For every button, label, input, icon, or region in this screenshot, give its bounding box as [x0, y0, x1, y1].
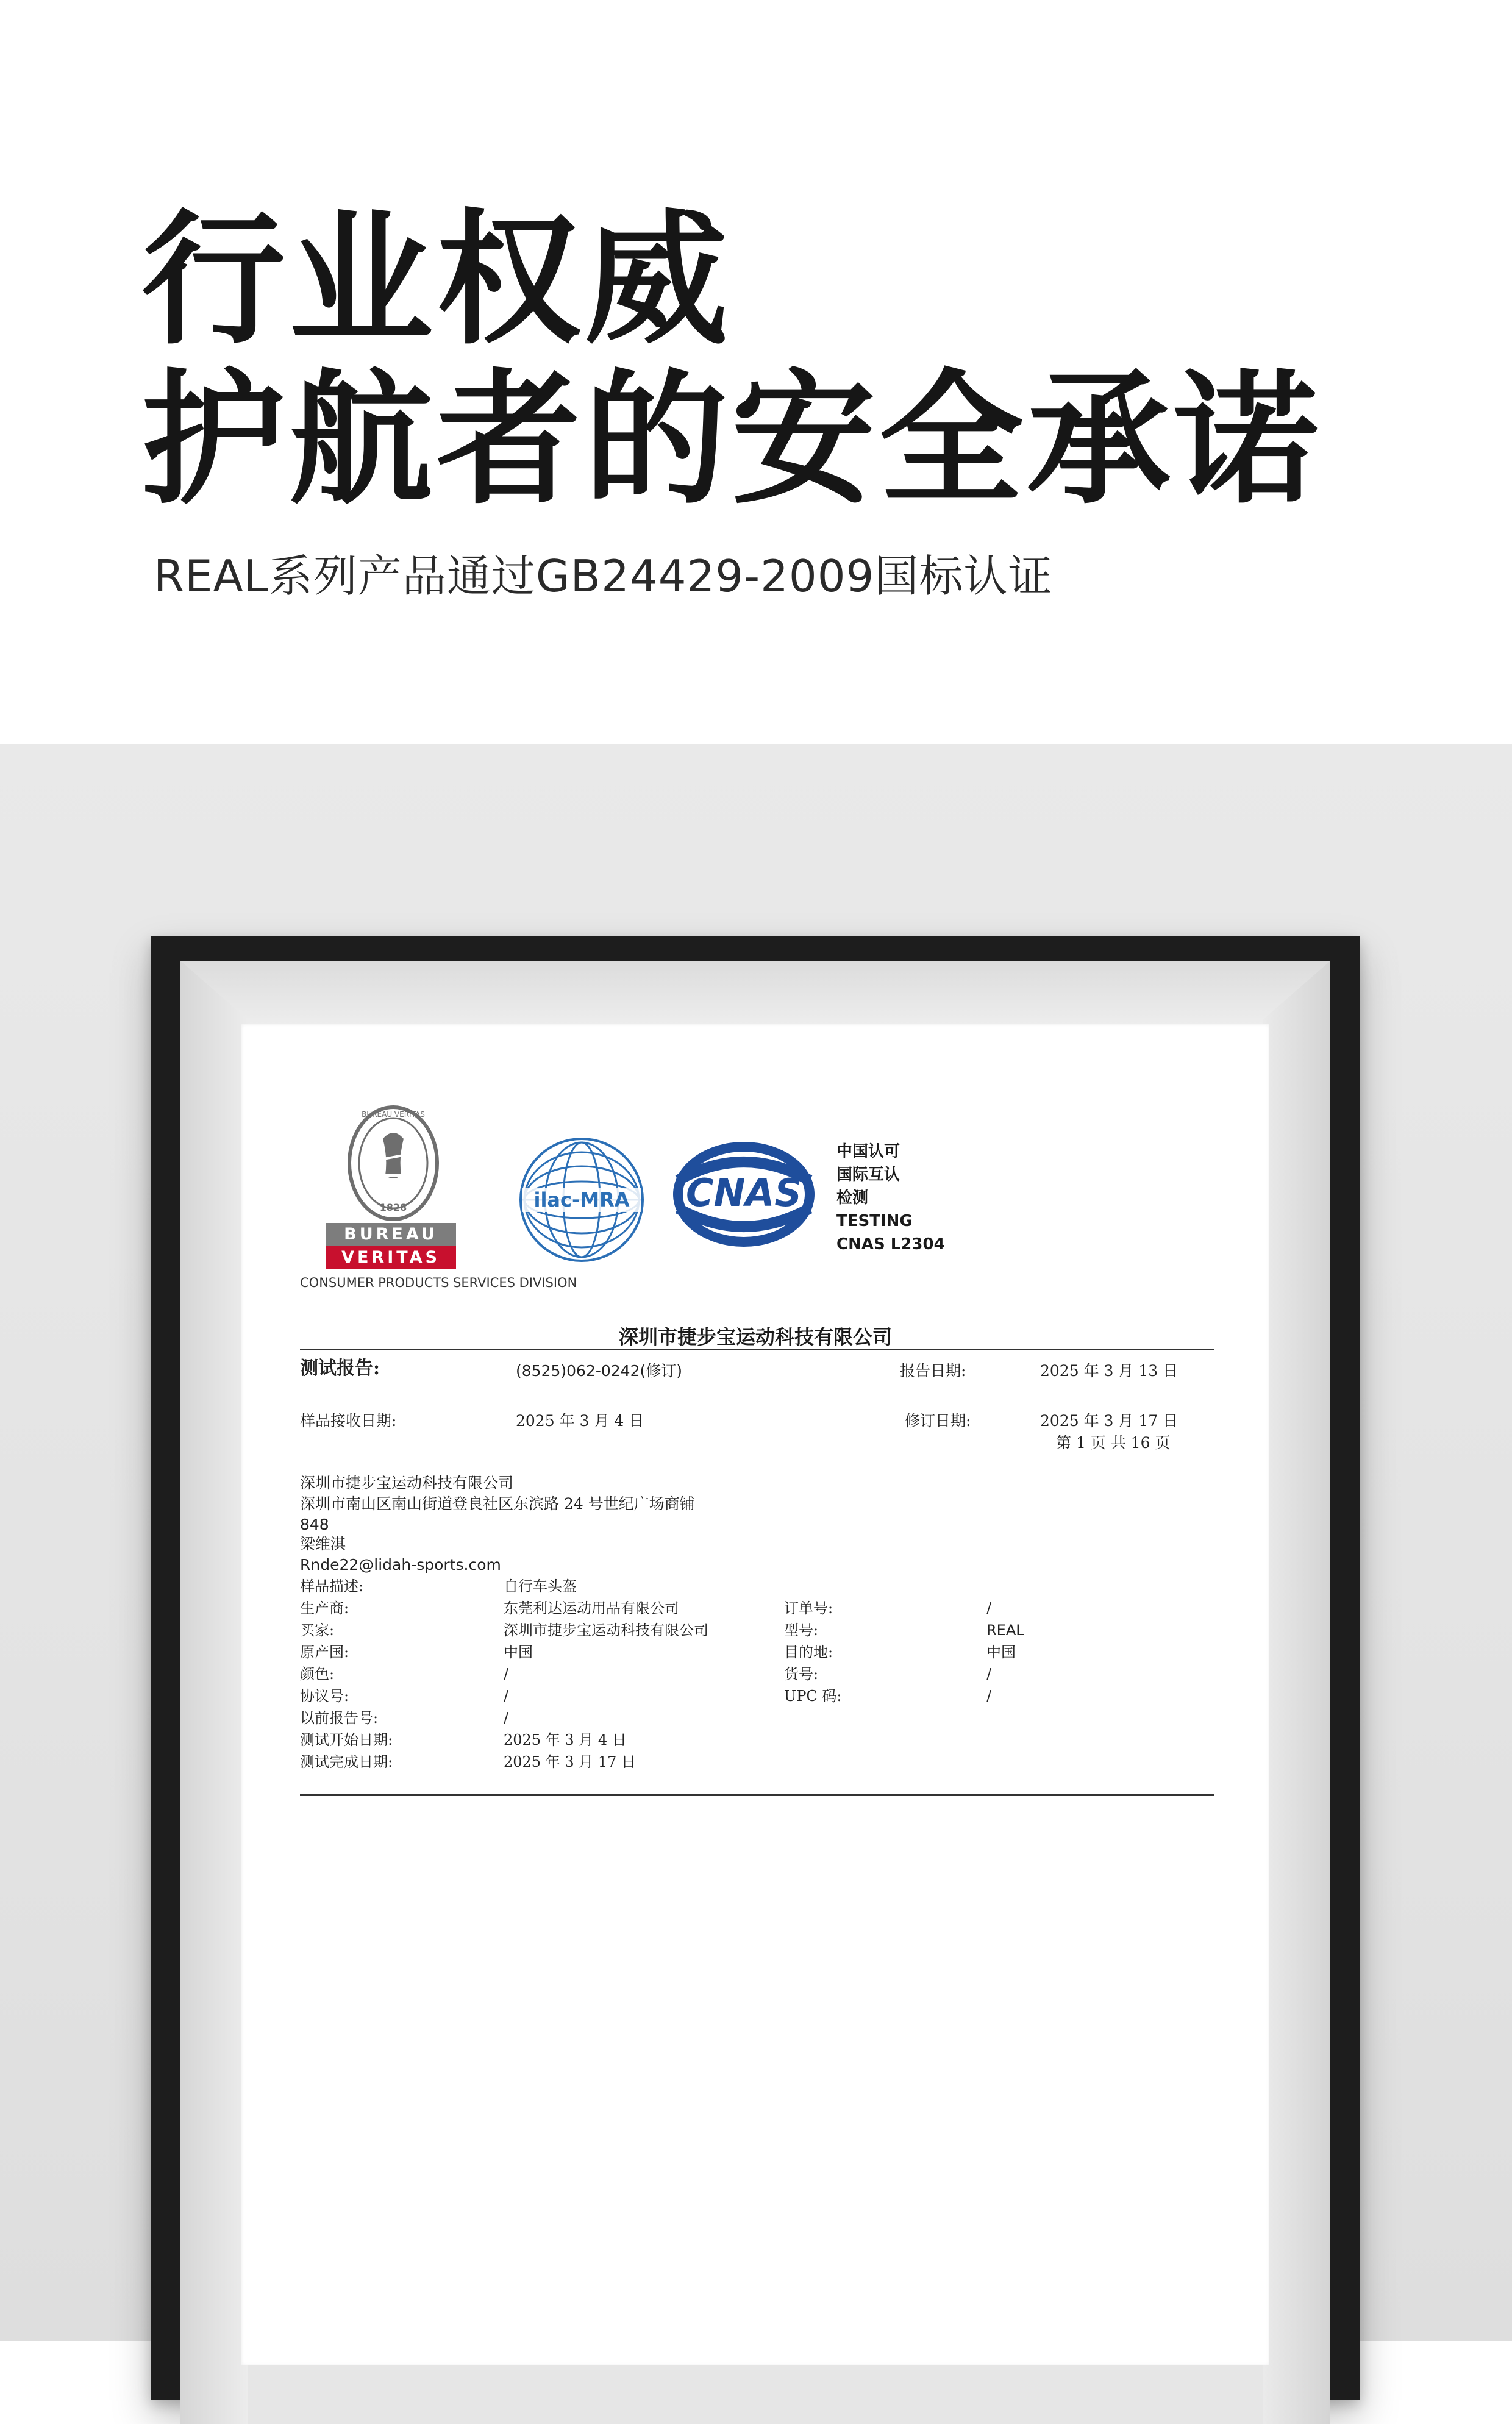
field-value-agreement: /: [504, 1688, 509, 1705]
field-value-sample: 自行车头盔: [504, 1578, 577, 1595]
field-value-manufacturer: 东莞利达运动用品有限公司: [504, 1600, 679, 1617]
ilac-mra-logo-icon: [517, 1135, 646, 1264]
client-contact: 梁维淇: [300, 1535, 346, 1553]
field-value-origin: 中国: [504, 1644, 533, 1661]
field-label-upc: UPC 码:: [784, 1688, 842, 1705]
mat-bevel-left: [180, 961, 248, 2424]
ilac-mra-text: ilac-MRA: [533, 1188, 630, 1211]
cnas-line-2: 国际互认: [836, 1166, 900, 1184]
cnas-logo-icon: [668, 1138, 819, 1251]
client-name: 深圳市捷步宝运动科技有限公司: [300, 1474, 514, 1492]
sample-receipt-label: 样品接收日期:: [300, 1412, 397, 1430]
field-value-test-start: 2025 年 3 月 4 日: [504, 1731, 627, 1748]
field-label-test-end: 测试完成日期:: [300, 1753, 393, 1770]
bv-seal-ring-text: BUREAU VERITAS: [362, 1110, 425, 1119]
company-title: 深圳市捷步宝运动科技有限公司: [618, 1325, 892, 1349]
mat-bevel-right: [1263, 961, 1330, 2424]
bv-seal-year: 1828: [379, 1202, 407, 1213]
field-label-model: 型号:: [784, 1622, 819, 1639]
revision-date-label: 修订日期:: [905, 1412, 971, 1430]
page-info: 第 1 页 共 16 页: [1056, 1434, 1171, 1452]
field-value-upc: /: [986, 1688, 992, 1705]
field-label-agreement: 协议号:: [300, 1688, 349, 1705]
cnas-line-1: 中国认可: [836, 1142, 900, 1161]
hero-section: [0, 0, 1512, 744]
field-value-previous-report: /: [504, 1709, 509, 1727]
report-label: 测试报告:: [300, 1358, 380, 1379]
field-label-sample: 样品描述:: [300, 1578, 364, 1595]
report-date-label: 报告日期:: [900, 1362, 966, 1380]
field-value-item-number: /: [986, 1666, 992, 1683]
field-label-test-start: 测试开始日期:: [300, 1731, 393, 1748]
field-label-previous-report: 以前报告号:: [300, 1709, 379, 1727]
field-label-order: 订单号:: [784, 1600, 833, 1617]
certification-subline: REAL系列产品通过GB24429-2009国标认证: [154, 551, 1053, 602]
field-label-color: 颜色:: [300, 1666, 335, 1683]
header-divider: [300, 1349, 1214, 1350]
mat-bevel-top: [180, 961, 1330, 1028]
report-number: (8525)062-0242(修订): [516, 1362, 682, 1380]
headline-line-1: 行业权威: [141, 196, 732, 364]
field-value-model: REAL: [986, 1622, 1024, 1639]
field-value-color: /: [504, 1666, 509, 1683]
cnas-text: CNAS: [685, 1171, 802, 1215]
field-label-origin: 原产国:: [300, 1644, 349, 1661]
test-report-document: [241, 1024, 1269, 2365]
cnas-line-3: 检测: [836, 1189, 869, 1207]
bureau-wordmark: BUREAU: [326, 1223, 456, 1246]
division-label: CONSUMER PRODUCTS SERVICES DIVISION: [300, 1275, 577, 1290]
sample-receipt-date: 2025 年 3 月 4 日: [516, 1412, 644, 1430]
fields-divider: [300, 1794, 1214, 1796]
client-address-line-2: 848: [300, 1516, 329, 1533]
report-date: 2025 年 3 月 13 日: [1040, 1362, 1179, 1380]
cnas-line-4: TESTING: [836, 1212, 913, 1230]
field-label-manufacturer: 生产商:: [300, 1600, 349, 1617]
field-label-item-number: 货号:: [784, 1666, 819, 1683]
client-email: Rnde22@lidah-sports.com: [300, 1556, 501, 1574]
field-value-test-end: 2025 年 3 月 17 日: [504, 1753, 637, 1770]
veritas-wordmark: VERITAS: [326, 1246, 456, 1269]
cnas-accreditation-text: [836, 1140, 945, 1256]
cnas-line-5: CNAS L2304: [836, 1235, 945, 1253]
field-value-buyer: 深圳市捷步宝运动科技有限公司: [504, 1622, 708, 1639]
field-value-destination: 中国: [986, 1644, 1016, 1661]
field-value-order: /: [986, 1600, 992, 1617]
field-label-buyer: 买家:: [300, 1622, 335, 1639]
revision-date: 2025 年 3 月 17 日: [1040, 1412, 1179, 1430]
headline-line-2: 护航者的安全承诺: [141, 356, 1322, 524]
field-label-destination: 目的地:: [784, 1644, 833, 1661]
client-address-line-1: 深圳市南山区南山街道登良社区东滨路 24 号世纪广场商铺: [300, 1495, 695, 1513]
